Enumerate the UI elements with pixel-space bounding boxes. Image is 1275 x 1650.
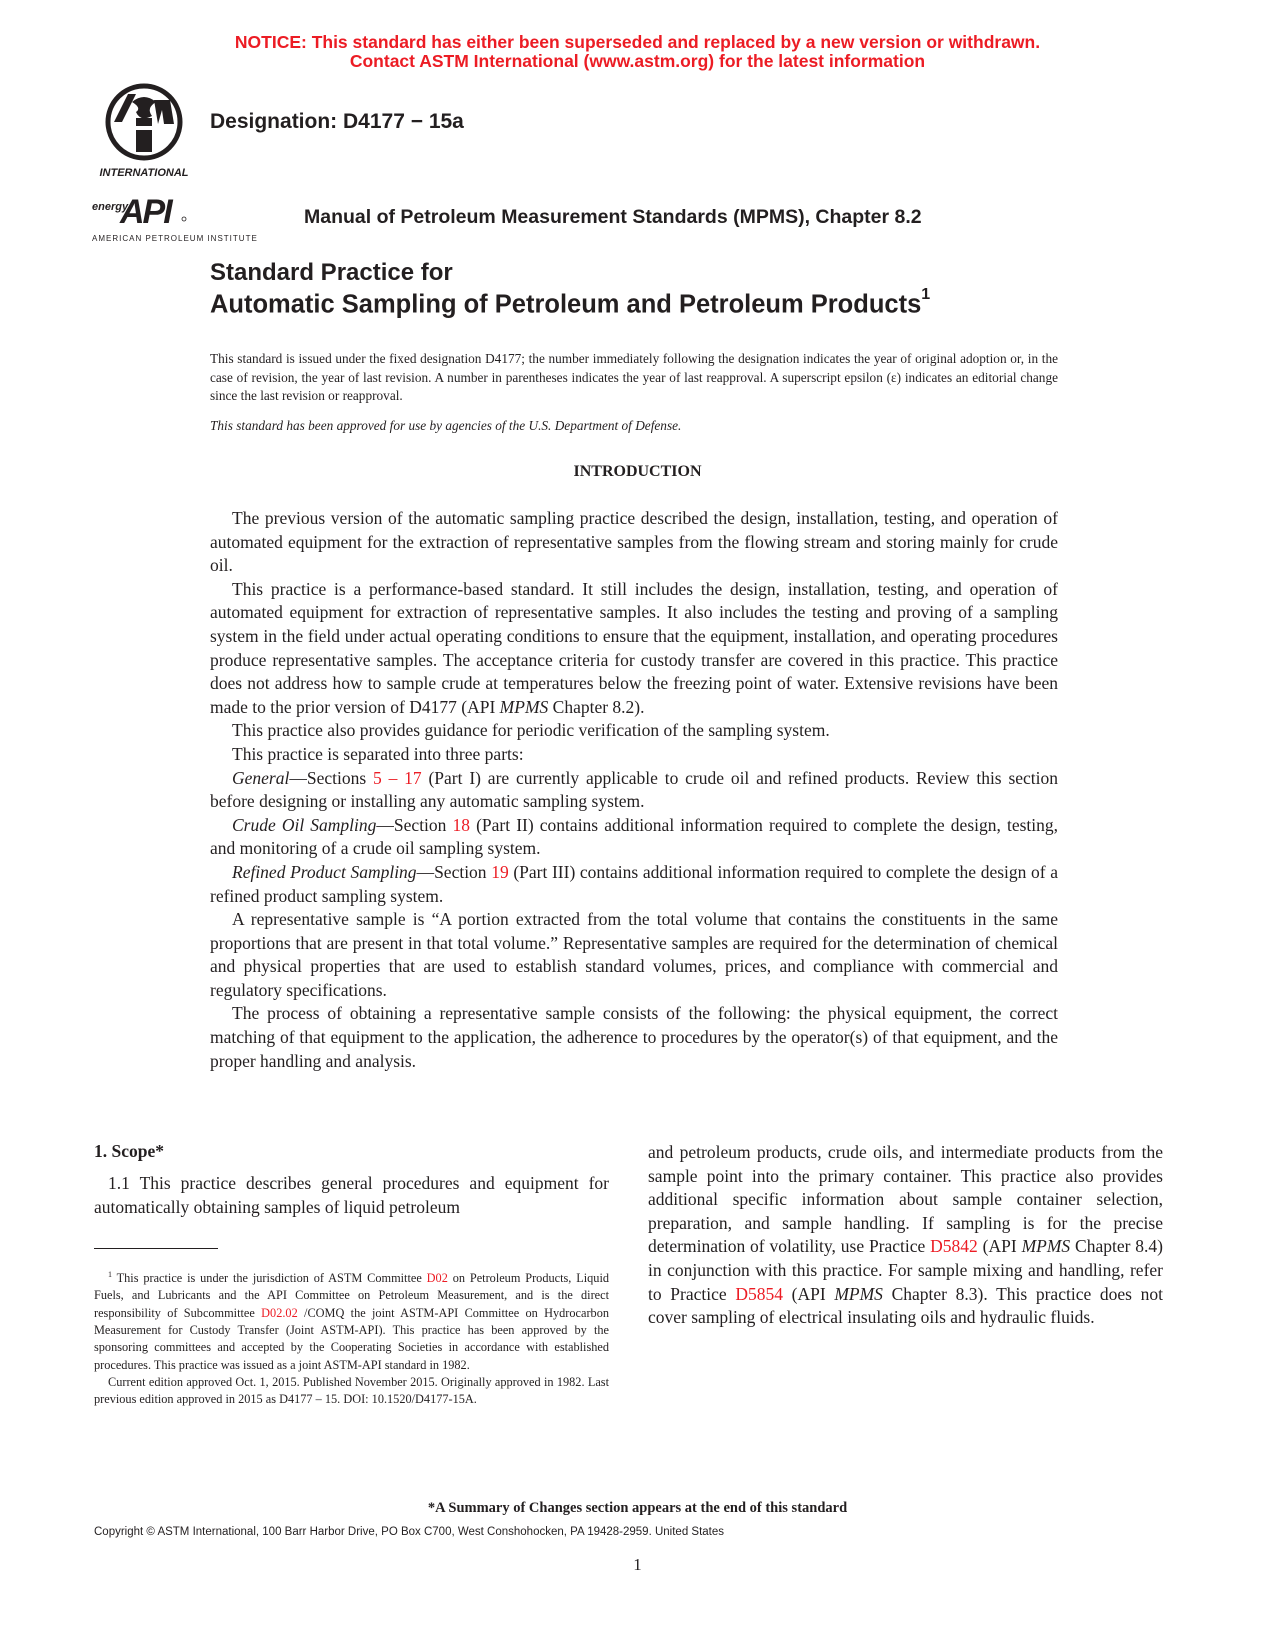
designation: Designation: D4177 − 15a — [210, 110, 464, 133]
intro-paragraph: A representative sample is “A portion extracted from the total volume that contains the constituents in the same proportions that are present in that total volume.” Representative samples are required for the determination of chemical and physical properties that are used to establish standard volumes, prices, and compliance with commercial and regulatory specifications. — [210, 909, 1058, 1000]
title-text: Automatic Sampling of Petroleum and Petroleum Products — [210, 290, 922, 319]
notice-line-2: Contact ASTM International (www.astm.org) for the latest information — [349, 51, 926, 71]
page-number: 1 — [633, 1555, 642, 1574]
api-energy-text: energy — [92, 201, 129, 213]
notice-line-1: NOTICE: This standard has either been superseded and replaced by a new version or withdrawn. — [234, 32, 1041, 52]
d5842-link[interactable]: D5842 — [930, 1236, 978, 1257]
intro-paragraph: Crude Oil Sampling—Section 18 (Part II) contains additional information required to complete the design, testing, and monitoring of a crude oil sampling system. — [210, 814, 1058, 859]
mpms-chapter: Manual of Petroleum Measurement Standards (MPMS), Chapter 8.2 — [304, 206, 922, 228]
api-logo — [92, 190, 297, 244]
intro-paragraph: This practice is separated into three parts: — [232, 743, 524, 764]
committee-d02-link[interactable]: D02 — [426, 1271, 448, 1286]
footnote — [94, 1266, 609, 1408]
astm-logo-text: INTERNATIONAL — [99, 167, 189, 179]
intro-paragraph: This practice also provides guidance for periodic verification of the sampling system. — [232, 720, 830, 741]
footnote-divider — [94, 1248, 218, 1249]
section-18-link[interactable]: 18 — [452, 814, 471, 835]
dod-statement: This standard has been approved for use by agencies of the U.S. Department of Defense. — [210, 418, 682, 433]
intro-paragraph: The process of obtaining a representative sample consists of the following: the physical equipment, the correct matching of that equipment to the application, the adherence to procedures by the operator(s) of that equipment, and the proper handling and analysis. — [210, 1003, 1058, 1071]
intro-paragraph: The previous version of the automatic sampling practice described the design, installation, testing, and operation of automated equipment for the extraction of representative samples from the flowing stream and storing mainly for crude oil. — [210, 508, 1058, 576]
d5854-link[interactable]: D5854 — [735, 1283, 783, 1304]
sections-5-17-link[interactable]: 5 – 17 — [373, 767, 422, 788]
api-caption: AMERICAN PETROLEUM INSTITUTE — [92, 234, 258, 243]
scope-paragraph-left: 1.1 This practice describes general procedures and equipment for automatically obtaining samples of liquid petroleum — [94, 1173, 609, 1217]
issued-statement: This standard is issued under the fixed designation D4177; the number immediately following the designation indicates the year of original adoption or, in the case of revision, the year of last revision. A number in parentheses indicates the year of last reapproval. A superscript epsilon (ε) indicates an editorial change since the last revision or reapproval. — [210, 351, 1058, 403]
introduction-heading: INTRODUCTION — [573, 463, 702, 480]
scope-paragraph-right: and petroleum products, crude oils, and intermediate products from the sample point into the primary container. This practice also provides additional specific information about sample container selection, preparation, and sample handling. If sampling is for the precise determination of volatility, use Practice D5842 (API MPMS Chapter 8.4) in conjunction with this practice. For sample mixing and handling, refer to Practice D5854 (API MPMS Chapter 8.3). This practice does not cover sampling of electrical insulating oils and hydraulic fluids. — [648, 1142, 1163, 1328]
subcommittee-d0202-link[interactable]: D02.02 — [261, 1305, 298, 1320]
intro-paragraph: General—Sections 5 – 17 (Part I) are currently applicable to crude oil and refined products. Review this section before designing or installing any automatic sampling system. — [210, 767, 1059, 812]
introduction-body — [210, 507, 1058, 1073]
section-19-link[interactable]: 19 — [491, 861, 509, 882]
footnote-edition: Current edition approved Oct. 1, 2015. Published November 2015. Originally approved in 1982. Last previous edition approved in 2015 as D4177 – 15. DOI: 10.1520/D4177-15A. — [94, 1374, 609, 1407]
title-line-2 — [210, 286, 931, 320]
footnote-jurisdiction: $^1$ This practice is under the jurisdiction of ASTM Committee D02 on Petroleum Products, Liquid Fuels, and Lubricants and the API Committee on Petroleum Measurement, and is the direct responsibility of Subcommittee D02.02 /COMQ the joint ASTM-API Committee on Hydrocarbon Measurement for Custody Transfer (Joint ASTM-API). This practice has been approved by the sponsoring committees and accepted by the Cooperating Societies in accordance with established procedures. This practice was issued as a joint ASTM-API standard in 1982. — [94, 1270, 610, 1372]
scope-heading: 1. Scope* — [94, 1141, 164, 1161]
api-mark: API — [120, 193, 171, 231]
withdrawal-notice — [0, 33, 1275, 71]
copyright: Copyright © ASTM International, 100 Barr Harbor Drive, PO Box C700, West Conshohocken, PA 19428-2959. United States — [94, 1526, 725, 1538]
intro-paragraph: Refined Product Sampling—Section 19 (Part III) contains additional information required to complete the design of a refined product sampling system. — [210, 861, 1058, 906]
title-line-1: Standard Practice for — [210, 259, 453, 286]
astm-logo — [92, 82, 196, 180]
summary-of-changes-note: *A Summary of Changes section appears at the end of this standard — [427, 1500, 848, 1516]
intro-paragraph: This practice is a performance-based standard. It still includes the design, installation, testing, and operation of automated equipment for extraction of representative samples. It also includes the testing and proving of a sampling system in the field under actual operating conditions to ensure that the equipment, installation, and operating procedures produce representative samples. The acceptance criteria for custody transfer are covered in this practice. This practice does not address how to sample crude at temperatures below the freezing point of water. Extensive revisions have been made to the prior version of D4177 (API MPMS Chapter 8.2). — [210, 578, 1058, 717]
title-footnote-mark[interactable]: 1 — [921, 286, 931, 303]
